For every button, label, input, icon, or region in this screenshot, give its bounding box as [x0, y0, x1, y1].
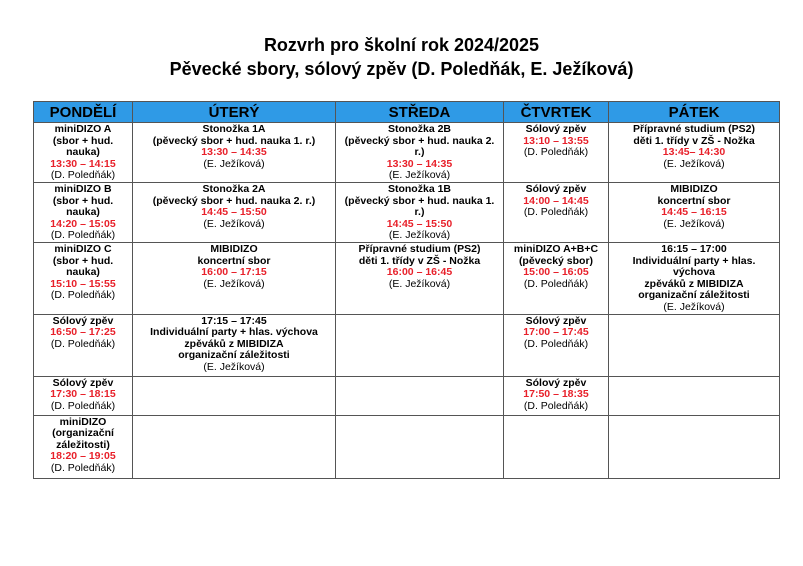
lesson-time: 17:30 – 18:15 — [50, 388, 116, 401]
lesson-time: 15:00 – 16:05 — [523, 266, 589, 279]
table-row — [34, 376, 780, 415]
lesson-time: 17:50 – 18:35 — [523, 388, 589, 401]
lesson-entry — [506, 244, 606, 290]
schedule-cell-thursday — [504, 123, 609, 183]
lesson-teacher: (D. Poledňák) — [523, 206, 589, 219]
lesson-teacher: (E. Ježíková) — [203, 360, 265, 373]
schedule-cell-thursday — [504, 314, 609, 376]
lesson-name: MIBIDIZO — [210, 242, 258, 255]
schedule-cell-friday — [609, 123, 780, 183]
lesson-time: 18:20 – 19:05 — [50, 450, 116, 463]
lesson-teacher: (D. Poledňák) — [50, 461, 116, 474]
lesson-teacher: (E. Ježíková) — [203, 217, 265, 230]
schedule-cell-monday — [34, 314, 133, 376]
lesson-name: miniDIZO A — [54, 123, 112, 135]
lesson-name: Stonožka 2B — [387, 123, 451, 135]
lesson-time: 16:00 – 16:45 — [386, 266, 453, 279]
lesson-entry — [611, 124, 777, 170]
schedule-cell-wednesday — [336, 415, 504, 478]
lesson-name: (pěvecký sbor + hud. nauka 2. — [344, 134, 495, 147]
document-title: Rozvrh pro školní rok 2024/2025 — [263, 35, 540, 55]
lesson-name: koncertní sbor — [197, 254, 271, 267]
lesson-time: 15:10 – 15:55 — [50, 277, 116, 290]
lesson-name: Sólový zpěv — [52, 314, 114, 327]
lesson-time: 13:10 – 13:55 — [523, 134, 589, 147]
lesson-name: miniDIZO A+B+C — [513, 242, 599, 255]
schedule-cell-tuesday — [133, 123, 336, 183]
lesson-entry — [338, 184, 501, 242]
lesson-name: koncertní sbor — [657, 194, 731, 207]
schedule-cell-tuesday — [133, 182, 336, 242]
schedule-cell-friday — [609, 242, 780, 314]
lesson-name: (pěvecký sbor + hud. nauka 1. — [344, 194, 495, 207]
lesson-name: r.) — [414, 206, 425, 219]
lesson-time: 16:00 – 17:15 — [201, 266, 267, 279]
lesson-entry — [338, 244, 501, 290]
lesson-name: Stonožka 2A — [202, 182, 266, 195]
lesson-time: 14:00 – 14:45 — [523, 194, 589, 207]
lesson-name: Sólový zpěv — [525, 123, 587, 135]
lesson-teacher: (D. Poledňák) — [50, 169, 116, 182]
lesson-time: 17:00 – 17:45 — [523, 326, 589, 339]
lesson-name: zpěváků z MIBIDIZA — [644, 277, 744, 290]
table-row — [34, 123, 780, 183]
schedule-cell-thursday — [504, 376, 609, 415]
table-row — [34, 415, 780, 478]
lesson-time: 13:30 – 14:35 — [386, 157, 453, 170]
lesson-teacher: (E. Ježíková) — [388, 169, 451, 182]
lesson-teacher: (D. Poledňák) — [50, 399, 116, 412]
lesson-teacher: (E. Ježíková) — [663, 217, 725, 230]
lesson-name: (pěvecký sbor + hud. nauka 1. r.) — [152, 134, 316, 147]
schedule-cell-friday — [609, 314, 780, 376]
lesson-entry — [36, 244, 130, 302]
lesson-entry — [611, 244, 777, 314]
day-header-tuesday: ÚTERÝ — [133, 102, 336, 123]
lesson-time: 14:20 – 15:05 — [50, 217, 116, 230]
lesson-teacher: (E. Ježíková) — [388, 229, 451, 242]
table-row — [34, 182, 780, 242]
lesson-name: Sólový zpěv — [525, 376, 587, 389]
lesson-entry — [135, 316, 333, 374]
table-row — [34, 242, 780, 314]
lesson-name: (sbor + hud. — [52, 134, 114, 147]
lesson-time: 16:50 – 17:25 — [50, 326, 116, 339]
schedule-cell-tuesday — [133, 376, 336, 415]
lesson-name: Sólový zpěv — [525, 182, 587, 195]
lesson-name: (pěvecký sbor + hud. nauka 2. r.) — [152, 194, 316, 207]
lesson-time-range: 17:15 – 17:45 — [201, 314, 267, 327]
lesson-name: (sbor + hud. — [52, 254, 114, 267]
lesson-time: 14:45 – 15:50 — [201, 206, 267, 219]
lesson-name: nauka) — [66, 146, 100, 159]
schedule-cell-tuesday — [133, 415, 336, 478]
lesson-name: děti 1. třídy v ZŠ - Nožka — [358, 254, 481, 267]
lesson-entry — [135, 184, 333, 230]
lesson-name: Individuální party + hlas. — [632, 254, 756, 267]
lesson-teacher: (D. Poledňák) — [50, 337, 116, 350]
lesson-entry — [506, 378, 606, 413]
schedule-cell-monday — [34, 415, 133, 478]
lesson-entry — [338, 124, 501, 182]
lesson-entry — [36, 184, 130, 242]
schedule-cell-wednesday — [336, 242, 504, 314]
lesson-name: nauka) — [66, 266, 100, 279]
lesson-teacher: (D. Poledňák) — [523, 277, 589, 290]
schedule-cell-wednesday — [336, 182, 504, 242]
lesson-entry — [506, 316, 606, 351]
lesson-name: miniDIZO — [59, 415, 107, 428]
lesson-entry — [506, 124, 606, 159]
schedule-cell-thursday — [504, 415, 609, 478]
lesson-teacher: (D. Poledňák) — [523, 399, 589, 412]
lesson-name: (sbor + hud. — [52, 194, 114, 207]
lesson-entry — [506, 184, 606, 219]
lesson-teacher: (D. Poledňák) — [50, 289, 116, 302]
schedule-cell-monday — [34, 376, 133, 415]
schedule-cell-monday — [34, 123, 133, 183]
lesson-teacher: (D. Poledňák) — [523, 146, 589, 159]
day-header-friday: PÁTEK — [609, 102, 780, 123]
document-subtitle: Pěvecké sbory, sólový zpěv (D. Poledňák, E. Ježíková) — [169, 59, 634, 79]
lesson-teacher: (D. Poledňák) — [50, 229, 116, 242]
schedule-cell-thursday — [504, 242, 609, 314]
schedule-cell-wednesday — [336, 314, 504, 376]
lesson-name: nauka) — [66, 206, 100, 219]
lesson-entry — [36, 124, 130, 182]
lesson-name: zpěváků z MIBIDIZA — [184, 337, 284, 350]
lesson-name: miniDIZO B — [54, 182, 112, 195]
lesson-time: 13:45– 14:30 — [662, 146, 726, 159]
lesson-teacher: (E. Ježíková) — [663, 157, 725, 170]
day-header-thursday: ČTVRTEK — [504, 102, 609, 123]
schedule-cell-friday — [609, 415, 780, 478]
schedule-cell-friday — [609, 182, 780, 242]
lesson-name: děti 1. třídy v ZŠ - Nožka — [633, 134, 755, 147]
lesson-time: 14:45 – 15:50 — [386, 217, 453, 230]
lesson-time-range: 16:15 – 17:00 — [661, 242, 727, 255]
lesson-teacher: (E. Ježíková) — [663, 300, 725, 313]
lesson-entry — [36, 378, 130, 413]
lesson-name: MIBIDIZO — [670, 182, 718, 195]
lesson-entry — [611, 184, 777, 230]
lesson-entry — [135, 244, 333, 290]
schedule-cell-friday — [609, 376, 780, 415]
day-header-wednesday: STŘEDA — [336, 102, 504, 123]
lesson-time: 14:45 – 16:15 — [661, 206, 727, 219]
lesson-name: výchova — [672, 266, 716, 279]
schedule-cell-wednesday — [336, 376, 504, 415]
lesson-teacher: (E. Ježíková) — [203, 277, 265, 290]
lesson-name: r.) — [414, 146, 425, 159]
schedule-cell-tuesday — [133, 314, 336, 376]
lesson-name: organizační záležitosti — [638, 289, 750, 302]
lesson-name: Přípravné studium (PS2) — [633, 123, 755, 135]
schedule-cell-tuesday — [133, 242, 336, 314]
lesson-entry — [36, 417, 130, 475]
schedule-cell-monday — [34, 182, 133, 242]
lesson-name: Stonožka 1B — [387, 182, 451, 195]
table-row — [34, 314, 780, 376]
schedule-cell-monday — [34, 242, 133, 314]
lesson-name: záležitosti) — [56, 438, 110, 451]
lesson-name: Sólový zpěv — [525, 314, 587, 327]
schedule-cell-wednesday — [336, 123, 504, 183]
lesson-name: organizační záležitosti — [178, 349, 290, 362]
lesson-name: (pěvecký sbor) — [518, 254, 594, 267]
lesson-teacher: (E. Ježíková) — [388, 277, 451, 290]
lesson-teacher: (D. Poledňák) — [523, 337, 589, 350]
lesson-entry — [36, 316, 130, 351]
lesson-name: Individuální party + hlas. výchova — [150, 326, 318, 339]
lesson-name: (organizační — [52, 427, 114, 440]
lesson-name: Přípravné studium (PS2) — [358, 242, 481, 255]
day-header-monday: PONDĚLÍ — [34, 102, 133, 123]
schedule-cell-thursday — [504, 182, 609, 242]
lesson-time: 13:30 – 14:15 — [50, 157, 116, 170]
lesson-name: Stonožka 1A — [202, 123, 266, 135]
lesson-name: Sólový zpěv — [52, 376, 114, 389]
lesson-entry — [135, 124, 333, 170]
lesson-time: 13:30 – 14:35 — [201, 146, 267, 159]
lesson-name: miniDIZO C — [54, 242, 112, 255]
lesson-teacher: (E. Ježíková) — [203, 157, 265, 170]
schedule-table — [33, 101, 780, 479]
day-header-row — [34, 102, 780, 123]
